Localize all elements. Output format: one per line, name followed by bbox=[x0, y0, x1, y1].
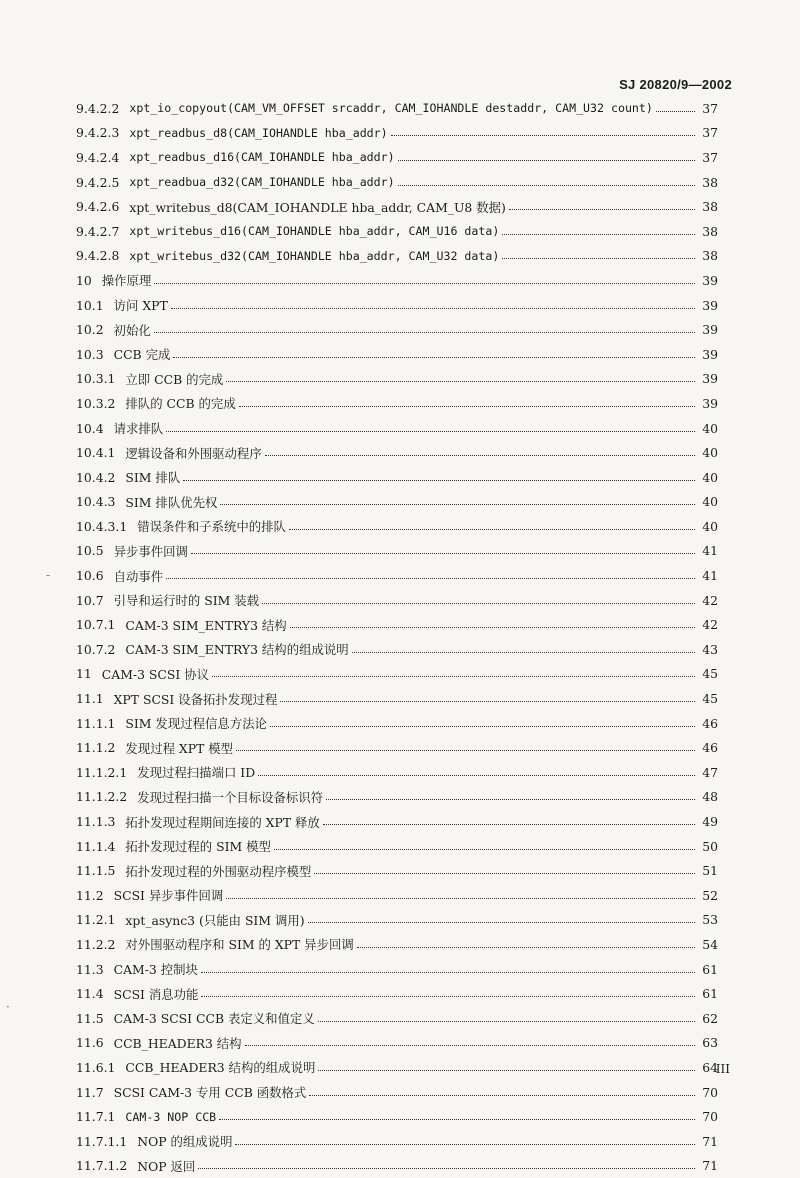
toc-entry-page: 39 bbox=[702, 395, 718, 411]
toc-entry[interactable] bbox=[76, 637, 718, 662]
scan-mark: · bbox=[6, 1000, 10, 1014]
toc-entry-number: 11.1.2 bbox=[76, 740, 116, 756]
toc-entry-number: 10.5 bbox=[76, 543, 104, 559]
toc-entry-title: xpt_readbua_d32(CAM_IOHANDLE hba_addr) bbox=[129, 175, 395, 190]
toc-entry-page: 40 bbox=[702, 469, 718, 485]
toc-entry-number: 11.1.1 bbox=[76, 715, 116, 731]
toc-entry-title: SCSI CAM-3 专用 CCB 函数格式 bbox=[113, 1085, 307, 1101]
toc-leader-dots bbox=[173, 357, 695, 358]
toc-leader-dots bbox=[274, 849, 695, 850]
toc-leader-dots bbox=[270, 726, 695, 727]
toc-entry-page: 70 bbox=[702, 1109, 718, 1125]
toc-entry[interactable] bbox=[76, 465, 718, 490]
toc-entry-number: 9.4.2.3 bbox=[76, 125, 120, 141]
toc-entry-number: 9.4.2.7 bbox=[76, 223, 120, 239]
toc-entry-page: 41 bbox=[702, 568, 718, 584]
toc-entry-title: 逻辑设备和外围驱动程序 bbox=[125, 445, 262, 461]
toc-entry-title: 初始化 bbox=[113, 322, 151, 338]
toc-entry-page: 40 bbox=[702, 445, 718, 461]
toc-entry-page: 39 bbox=[702, 322, 718, 338]
toc-entry-page: 41 bbox=[702, 543, 718, 559]
toc-entry-title: 请求排队 bbox=[113, 421, 164, 437]
toc-leader-dots bbox=[289, 529, 695, 530]
toc-entry[interactable] bbox=[76, 1104, 718, 1129]
toc-entry[interactable] bbox=[76, 932, 718, 957]
toc-entry-title: NOP 返回 bbox=[137, 1158, 196, 1174]
toc-leader-dots bbox=[398, 185, 695, 186]
toc-entry-page: 38 bbox=[702, 174, 718, 190]
scan-mark: - bbox=[46, 568, 51, 582]
toc-entry-page: 39 bbox=[702, 297, 718, 313]
toc-entry[interactable] bbox=[76, 735, 718, 760]
toc-entry-number: 10.4.2 bbox=[76, 469, 116, 485]
toc-entry-number: 11.1.3 bbox=[76, 814, 116, 830]
toc-entry-title: xpt_readbus_d8(CAM_IOHANDLE hba_addr) bbox=[129, 125, 388, 140]
toc-entry-number: 9.4.2.6 bbox=[76, 199, 120, 215]
toc-leader-dots bbox=[280, 701, 695, 702]
toc-entry-title: 对外围驱动程序和 SIM 的 XPT 异步回调 bbox=[125, 937, 354, 953]
toc-entry[interactable] bbox=[76, 391, 718, 416]
toc-entry-page: 39 bbox=[702, 371, 718, 387]
toc-entry-number: 10.6 bbox=[76, 568, 104, 584]
toc-entry-number: 10.7 bbox=[76, 592, 104, 608]
toc-leader-dots bbox=[502, 258, 695, 259]
toc-entry-page: 71 bbox=[702, 1133, 718, 1149]
toc-entry-number: 10.4.1 bbox=[76, 445, 116, 461]
toc-leader-dots bbox=[212, 676, 695, 677]
toc-leader-dots bbox=[258, 775, 695, 776]
toc-leader-dots bbox=[509, 209, 695, 210]
toc-entry-number: 11.7.1.2 bbox=[76, 1158, 128, 1174]
toc-entry-title: xpt_writebus_d16(CAM_IOHANDLE hba_addr, CAM_U16 data) bbox=[129, 224, 500, 239]
toc-entry-number: 11.6.1 bbox=[76, 1059, 116, 1075]
toc-leader-dots bbox=[226, 381, 695, 382]
toc-entry-number: 10.3 bbox=[76, 346, 104, 362]
toc-entry-number: 10.3.1 bbox=[76, 371, 116, 387]
toc-entry-page: 61 bbox=[702, 986, 718, 1002]
toc-entry-title: 立即 CCB 的完成 bbox=[125, 371, 224, 387]
toc-entry[interactable] bbox=[76, 440, 718, 465]
toc-leader-dots bbox=[235, 1144, 695, 1145]
table-of-contents bbox=[76, 96, 718, 1178]
toc-entry-title: SCSI 异步事件回调 bbox=[113, 888, 224, 904]
toc-entry[interactable] bbox=[76, 268, 718, 293]
toc-entry-title: SCSI 消息功能 bbox=[113, 986, 199, 1002]
toc-entry-number: 11.7.1.1 bbox=[76, 1133, 128, 1149]
toc-entry[interactable] bbox=[76, 908, 718, 933]
toc-entry-number: 9.4.2.8 bbox=[76, 248, 120, 264]
toc-entry-page: 61 bbox=[702, 961, 718, 977]
toc-entry-page: 53 bbox=[702, 912, 718, 928]
toc-entry[interactable] bbox=[76, 809, 718, 834]
toc-leader-dots bbox=[352, 652, 695, 653]
toc-entry[interactable] bbox=[76, 711, 718, 736]
toc-entry-page: 42 bbox=[702, 617, 718, 633]
toc-entry-page: 49 bbox=[702, 814, 718, 830]
toc-entry-title: CCB_HEADER3 结构的组成说明 bbox=[125, 1060, 316, 1076]
toc-entry-title: CAM-3 NOP CCB bbox=[125, 1109, 217, 1124]
toc-entry-title: 发现过程扫描一个目标设备标识符 bbox=[137, 789, 324, 805]
toc-entry-number: 11.1.2.2 bbox=[76, 789, 128, 805]
toc-entry-page: 38 bbox=[702, 199, 718, 215]
toc-entry-page: 47 bbox=[702, 764, 718, 780]
toc-entry[interactable] bbox=[76, 1055, 718, 1080]
toc-leader-dots bbox=[262, 603, 695, 604]
toc-entry-number: 11.1.5 bbox=[76, 863, 116, 879]
toc-leader-dots bbox=[201, 972, 695, 973]
toc-leader-dots bbox=[219, 1119, 695, 1120]
toc-leader-dots bbox=[154, 332, 695, 333]
toc-entry-page: 54 bbox=[702, 936, 718, 952]
toc-leader-dots bbox=[166, 431, 695, 432]
toc-entry-page: 71 bbox=[702, 1158, 718, 1174]
toc-entry[interactable] bbox=[76, 686, 718, 711]
toc-entry[interactable] bbox=[76, 1129, 718, 1154]
toc-entry-number: 9.4.2.4 bbox=[76, 149, 120, 165]
toc-entry[interactable] bbox=[76, 170, 718, 195]
toc-entry[interactable] bbox=[76, 563, 718, 588]
toc-leader-dots bbox=[398, 160, 695, 161]
toc-entry-page: 45 bbox=[702, 691, 718, 707]
toc-entry-number: 11.7 bbox=[76, 1084, 104, 1100]
toc-entry-page: 64 bbox=[702, 1059, 718, 1075]
toc-entry-title: 自动事件 bbox=[113, 568, 164, 584]
toc-entry-number: 9.4.2.5 bbox=[76, 174, 120, 190]
toc-entry-number: 11.1.4 bbox=[76, 838, 116, 854]
toc-entry-title: 拓扑发现过程期间连接的 XPT 释放 bbox=[125, 814, 320, 830]
toc-entry-number: 10.2 bbox=[76, 322, 104, 338]
toc-entry[interactable] bbox=[76, 244, 718, 269]
toc-entry-number: 10.1 bbox=[76, 297, 104, 313]
toc-entry-title: SIM 排队 bbox=[125, 470, 181, 486]
toc-entry-number: 11.7.1 bbox=[76, 1109, 116, 1125]
toc-entry-title: CAM-3 SCSI 协议 bbox=[101, 666, 209, 682]
toc-entry-title: 操作原理 bbox=[101, 273, 152, 289]
toc-leader-dots bbox=[245, 1045, 695, 1046]
toc-entry-number: 9.4.2.2 bbox=[76, 100, 120, 116]
toc-entry-number: 10 bbox=[76, 272, 92, 288]
toc-leader-dots bbox=[308, 922, 695, 923]
toc-entry[interactable] bbox=[76, 858, 718, 883]
toc-entry-number: 11.2.1 bbox=[76, 912, 116, 928]
toc-leader-dots bbox=[198, 1168, 695, 1169]
toc-entry-number: 10.3.2 bbox=[76, 395, 116, 411]
toc-entry-page: 38 bbox=[702, 223, 718, 239]
toc-entry-number: 11.1 bbox=[76, 691, 104, 707]
toc-entry-title: 错误条件和子系统中的排队 bbox=[137, 519, 286, 535]
toc-entry[interactable] bbox=[76, 1080, 718, 1105]
toc-leader-dots bbox=[323, 824, 695, 825]
toc-leader-dots bbox=[154, 283, 695, 284]
toc-leader-dots bbox=[220, 504, 695, 505]
toc-leader-dots bbox=[265, 455, 695, 456]
toc-entry-title: CAM-3 控制块 bbox=[113, 962, 198, 978]
toc-entry-page: 37 bbox=[702, 100, 718, 116]
toc-entry-title: 拓扑发现过程的外围驱动程序模型 bbox=[125, 863, 312, 879]
toc-entry-title: 排队的 CCB 的完成 bbox=[125, 396, 236, 412]
toc-leader-dots bbox=[236, 750, 695, 751]
toc-entry-page: 43 bbox=[702, 641, 718, 657]
toc-entry-title: CAM-3 SCSI CCB 表定义和值定义 bbox=[113, 1011, 315, 1027]
toc-entry-title: 拓扑发现过程的 SIM 模型 bbox=[125, 839, 271, 855]
toc-entry[interactable] bbox=[76, 1031, 718, 1056]
toc-entry-page: 46 bbox=[702, 715, 718, 731]
toc-entry-title: xpt_async3 (只能由 SIM 调用) bbox=[125, 912, 305, 928]
toc-entry-number: 10.4.3 bbox=[76, 494, 116, 510]
toc-entry[interactable] bbox=[76, 342, 718, 367]
toc-entry-number: 10.7.1 bbox=[76, 617, 116, 633]
toc-leader-dots bbox=[318, 1021, 695, 1022]
toc-entry-page: 40 bbox=[702, 518, 718, 534]
toc-entry[interactable] bbox=[76, 957, 718, 982]
toc-leader-dots bbox=[171, 308, 695, 309]
toc-entry-title: xpt_writebus_d32(CAM_IOHANDLE hba_addr, CAM_U32 data) bbox=[129, 248, 500, 263]
toc-entry[interactable] bbox=[76, 293, 718, 318]
toc-entry-title: 发现过程扫描端口 ID bbox=[137, 765, 256, 781]
toc-leader-dots bbox=[391, 135, 695, 136]
toc-entry-number: 11.6 bbox=[76, 1035, 104, 1051]
toc-entry-page: 50 bbox=[702, 838, 718, 854]
toc-entry-title: xpt_writebus_d8(CAM_IOHANDLE hba_addr, CAM_U8 数据) bbox=[129, 199, 506, 215]
toc-entry-number: 11.1.2.1 bbox=[76, 764, 128, 780]
toc-entry-page: 45 bbox=[702, 666, 718, 682]
toc-entry-page: 62 bbox=[702, 1010, 718, 1026]
toc-entry-number: 11.4 bbox=[76, 986, 104, 1002]
toc-entry-title: 引导和运行时的 SIM 装载 bbox=[113, 593, 260, 609]
toc-entry[interactable] bbox=[76, 367, 718, 392]
toc-entry[interactable] bbox=[76, 1154, 718, 1178]
toc-leader-dots bbox=[309, 1095, 695, 1096]
toc-leader-dots bbox=[318, 1070, 695, 1071]
toc-leader-dots bbox=[183, 480, 695, 481]
toc-entry-title: CCB_HEADER3 结构 bbox=[113, 1035, 242, 1051]
toc-entry-page: 37 bbox=[702, 125, 718, 141]
toc-entry-page: 40 bbox=[702, 494, 718, 510]
toc-entry[interactable] bbox=[76, 219, 718, 244]
toc-entry-title: 访问 XPT bbox=[113, 298, 168, 314]
toc-entry[interactable] bbox=[76, 416, 718, 441]
toc-entry-page: 63 bbox=[702, 1035, 718, 1051]
toc-entry-number: 11 bbox=[76, 666, 92, 682]
toc-entry-page: 39 bbox=[702, 346, 718, 362]
toc-entry-page: 38 bbox=[702, 248, 718, 264]
toc-leader-dots bbox=[239, 406, 695, 407]
toc-entry-number: 11.3 bbox=[76, 961, 104, 977]
toc-entry-page: 52 bbox=[702, 887, 718, 903]
toc-entry[interactable] bbox=[76, 490, 718, 515]
toc-entry[interactable] bbox=[76, 194, 718, 219]
toc-entry-title: 发现过程 XPT 模型 bbox=[125, 740, 234, 756]
toc-entry[interactable] bbox=[76, 539, 718, 564]
toc-entry[interactable] bbox=[76, 883, 718, 908]
toc-leader-dots bbox=[656, 111, 695, 112]
toc-entry-number: 11.5 bbox=[76, 1010, 104, 1026]
toc-entry-title: xpt_readbus_d16(CAM_IOHANDLE hba_addr) bbox=[129, 150, 395, 165]
toc-leader-dots bbox=[326, 799, 695, 800]
toc-entry-title: CAM-3 SIM_ENTRY3 结构 bbox=[125, 617, 287, 633]
toc-entry[interactable] bbox=[76, 588, 718, 613]
toc-leader-dots bbox=[166, 578, 695, 579]
toc-entry-number: 10.4 bbox=[76, 420, 104, 436]
toc-entry[interactable] bbox=[76, 121, 718, 146]
toc-entry[interactable] bbox=[76, 981, 718, 1006]
toc-entry[interactable] bbox=[76, 514, 718, 539]
page-number: III bbox=[715, 1062, 730, 1076]
toc-entry[interactable] bbox=[76, 317, 718, 342]
toc-entry-page: 46 bbox=[702, 740, 718, 756]
toc-entry-title: NOP 的组成说明 bbox=[137, 1134, 233, 1150]
toc-entry-title: SIM 排队优先权 bbox=[125, 494, 218, 510]
toc-entry-title: xpt_io_copyout(CAM_VM_OFFSET srcaddr, CAM_IOHANDLE destaddr, CAM_U32 count) bbox=[129, 101, 653, 116]
toc-leader-dots bbox=[226, 898, 695, 899]
toc-entry-title: XPT SCSI 设备拓扑发现过程 bbox=[113, 691, 278, 707]
toc-leader-dots bbox=[357, 947, 695, 948]
toc-entry[interactable] bbox=[76, 145, 718, 170]
toc-entry[interactable] bbox=[76, 96, 718, 121]
toc-entry[interactable] bbox=[76, 662, 718, 687]
toc-entry-page: 42 bbox=[702, 592, 718, 608]
toc-leader-dots bbox=[191, 553, 695, 554]
toc-entry[interactable] bbox=[76, 1006, 718, 1031]
toc-entry-page: 70 bbox=[702, 1084, 718, 1100]
toc-entry-page: 51 bbox=[702, 863, 718, 879]
document-code: SJ 20820/9—2002 bbox=[619, 77, 732, 92]
toc-leader-dots bbox=[201, 996, 695, 997]
toc-entry-title: SIM 发现过程信息方法论 bbox=[125, 716, 267, 732]
toc-entry-number: 11.2 bbox=[76, 887, 104, 903]
toc-entry-title: CAM-3 SIM_ENTRY3 结构的组成说明 bbox=[125, 642, 349, 658]
toc-entry-page: 48 bbox=[702, 789, 718, 805]
toc-entry[interactable] bbox=[76, 834, 718, 859]
toc-entry-number: 11.2.2 bbox=[76, 936, 116, 952]
toc-entry[interactable] bbox=[76, 760, 718, 785]
toc-entry-title: 异步事件回调 bbox=[113, 543, 188, 559]
toc-entry[interactable] bbox=[76, 612, 718, 637]
toc-leader-dots bbox=[502, 234, 695, 235]
toc-entry-page: 37 bbox=[702, 149, 718, 165]
toc-entry-number: 10.7.2 bbox=[76, 641, 116, 657]
toc-entry-title: CCB 完成 bbox=[113, 347, 171, 363]
toc-leader-dots bbox=[290, 627, 695, 628]
toc-entry[interactable] bbox=[76, 785, 718, 810]
toc-leader-dots bbox=[314, 873, 695, 874]
toc-entry-page: 40 bbox=[702, 420, 718, 436]
toc-entry-page: 39 bbox=[702, 272, 718, 288]
toc-entry-number: 10.4.3.1 bbox=[76, 518, 128, 534]
